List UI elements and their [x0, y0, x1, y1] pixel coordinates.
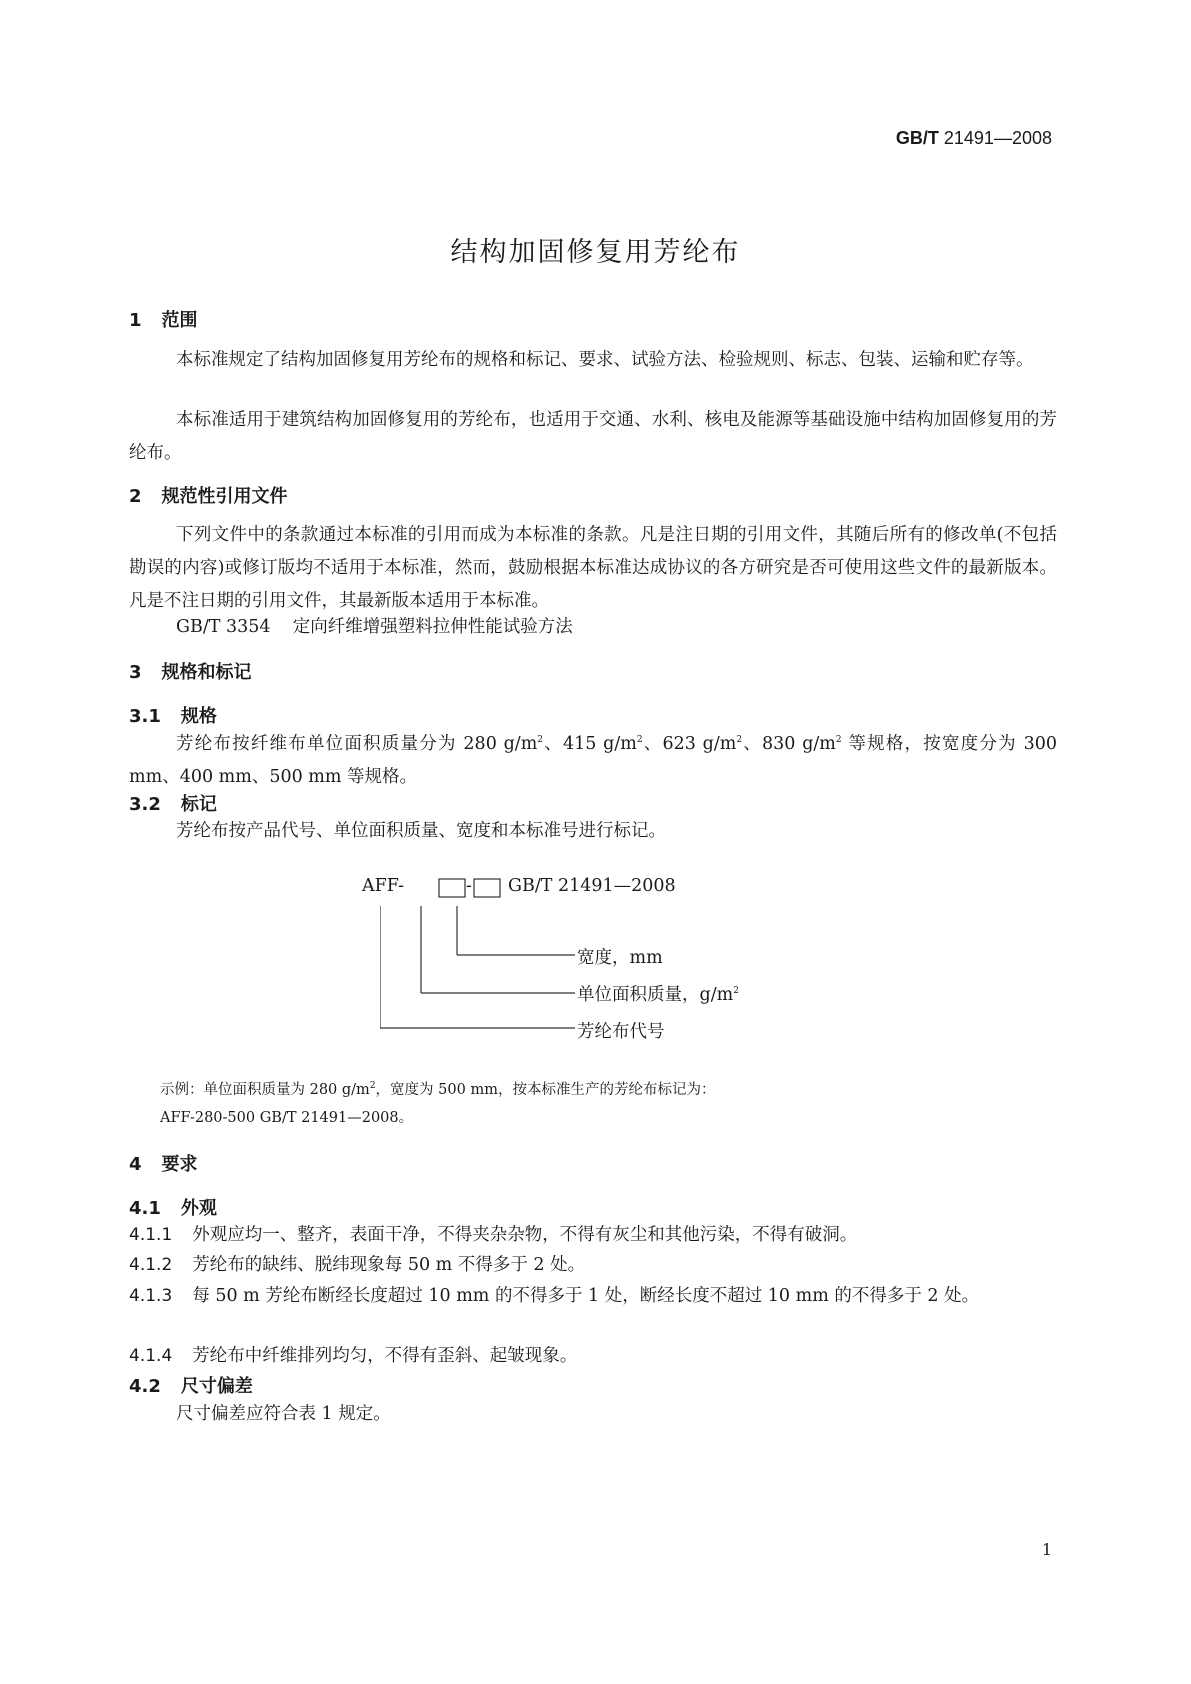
standard-year: 21491—2008: [943, 128, 1052, 148]
normative-reference: [129, 611, 1057, 644]
page-number: 1: [1041, 1540, 1052, 1559]
section-title: 规范性引用文件: [161, 486, 288, 507]
section-3-2-paragraph: 芳纶布按产品代号、单位面积质量、宽度和本标准号进行标记。: [176, 821, 666, 841]
section-number: 4.2: [129, 1376, 161, 1397]
label-width: 宽度，mm: [577, 948, 663, 968]
clause-4-1-1: 4.1.1 外观应均一、整齐，表面干净，不得夹杂杂物，不得有灰尘和其他污染，不得有破洞。: [129, 1225, 858, 1245]
document-title: 结构加固修复用芳纶布: [450, 237, 741, 268]
section-number: 1: [129, 310, 142, 331]
section-2-heading: [129, 482, 288, 508]
section-4-heading: [129, 1150, 198, 1176]
section-title: 规格和标记: [161, 662, 252, 683]
section-2-paragraph-1: 下列文件中的条款通过本标准的引用而成为本标准的条款。凡是注日期的引用文件，其随后所有的修改单(不包括勘误的内容)或修订版均不适用于本标准，然而，鼓励根据本标准达成协议的各方研究是否可使用这些文件的最新版本。凡是不注日期的引用文件，其最新版本适用于本标准。: [129, 525, 1057, 611]
clause-4-1-3: 4.1.3 每 50 m 芳纶布断经长度超过 10 mm 的不得多于 1 处，断经长度不超过 10 mm 的不得多于 2 处。: [129, 1286, 980, 1306]
section-1-paragraph-1: 本标准规定了结构加固修复用芳纶布的规格和标记、要求、试验方法、检验规则、标志、包装、运输和贮存等。: [176, 350, 1034, 370]
section-title: 范围: [161, 310, 198, 331]
section-number: 4.1: [129, 1198, 161, 1219]
mass-placeholder-box: [439, 879, 465, 897]
section-number: 4: [129, 1154, 142, 1175]
section-number: 3.2: [129, 794, 161, 815]
section-title: 尺寸偏差: [180, 1376, 253, 1397]
reference-code: GB/T 3354: [176, 617, 271, 637]
section-number: 2: [129, 486, 142, 507]
section-3-1-paragraph: 芳纶布按纤维布单位面积质量分为 280 $g/m^2$、415 $g/m^2$、623 $g/m^2$、830 $g/m^2$ 等规格，按宽度分为 300 mm、400 mm、500 mm 等规格。: [129, 734, 1057, 787]
clause-4-1-4: 4.1.4 芳纶布中纤维排列均匀，不得有歪斜、起皱现象。: [129, 1346, 578, 1366]
product-code-prefix: AFF-: [362, 876, 405, 896]
width-placeholder-box: [474, 879, 500, 897]
section-3-heading: [129, 658, 252, 684]
section-3-2-heading: [129, 790, 217, 816]
standard-number: [896, 128, 1052, 149]
label-product-code: 芳纶布代号: [577, 1022, 665, 1042]
clause-4-1-2: 4.1.2 芳纶布的缺纬、脱纬现象每 50 m 不得多于 2 处。: [129, 1255, 586, 1275]
example-marking: AFF-280-500 GB/T 21491—2008。: [160, 1110, 414, 1126]
example-note: 示例：单位面积质量为 280 $g/m^2$，宽度为 500 mm，按本标准生产的芳纶布标记为：: [160, 1081, 716, 1098]
section-number: 3: [129, 662, 142, 683]
section-title: 规格: [180, 706, 217, 727]
section-number: 3.1: [129, 706, 161, 727]
section-3-1-heading: [129, 702, 217, 728]
marking-standard-number: GB/T 21491—2008: [508, 876, 676, 896]
reference-title: 定向纤维增强塑料拉伸性能试验方法: [292, 617, 573, 637]
section-title: 标记: [180, 794, 217, 815]
label-mass: 单位面积质量，$g/m^2$: [577, 985, 739, 1005]
section-1-paragraph-2: 本标准适用于建筑结构加固修复用的芳纶布，也适用于交通、水利、核电及能源等基础设施中结构加固修复用的芳纶布。: [129, 410, 1057, 463]
section-4-1-heading: [129, 1194, 217, 1220]
standard-prefix: GB/T: [895, 128, 939, 148]
section-title: 要求: [161, 1154, 198, 1175]
section-title: 外观: [180, 1198, 217, 1219]
section-4-2-paragraph: 尺寸偏差应符合表 1 规定。: [176, 1404, 391, 1424]
marking-dash: -: [466, 876, 472, 896]
section-1-heading: [129, 306, 198, 332]
section-4-2-heading: [129, 1372, 253, 1398]
